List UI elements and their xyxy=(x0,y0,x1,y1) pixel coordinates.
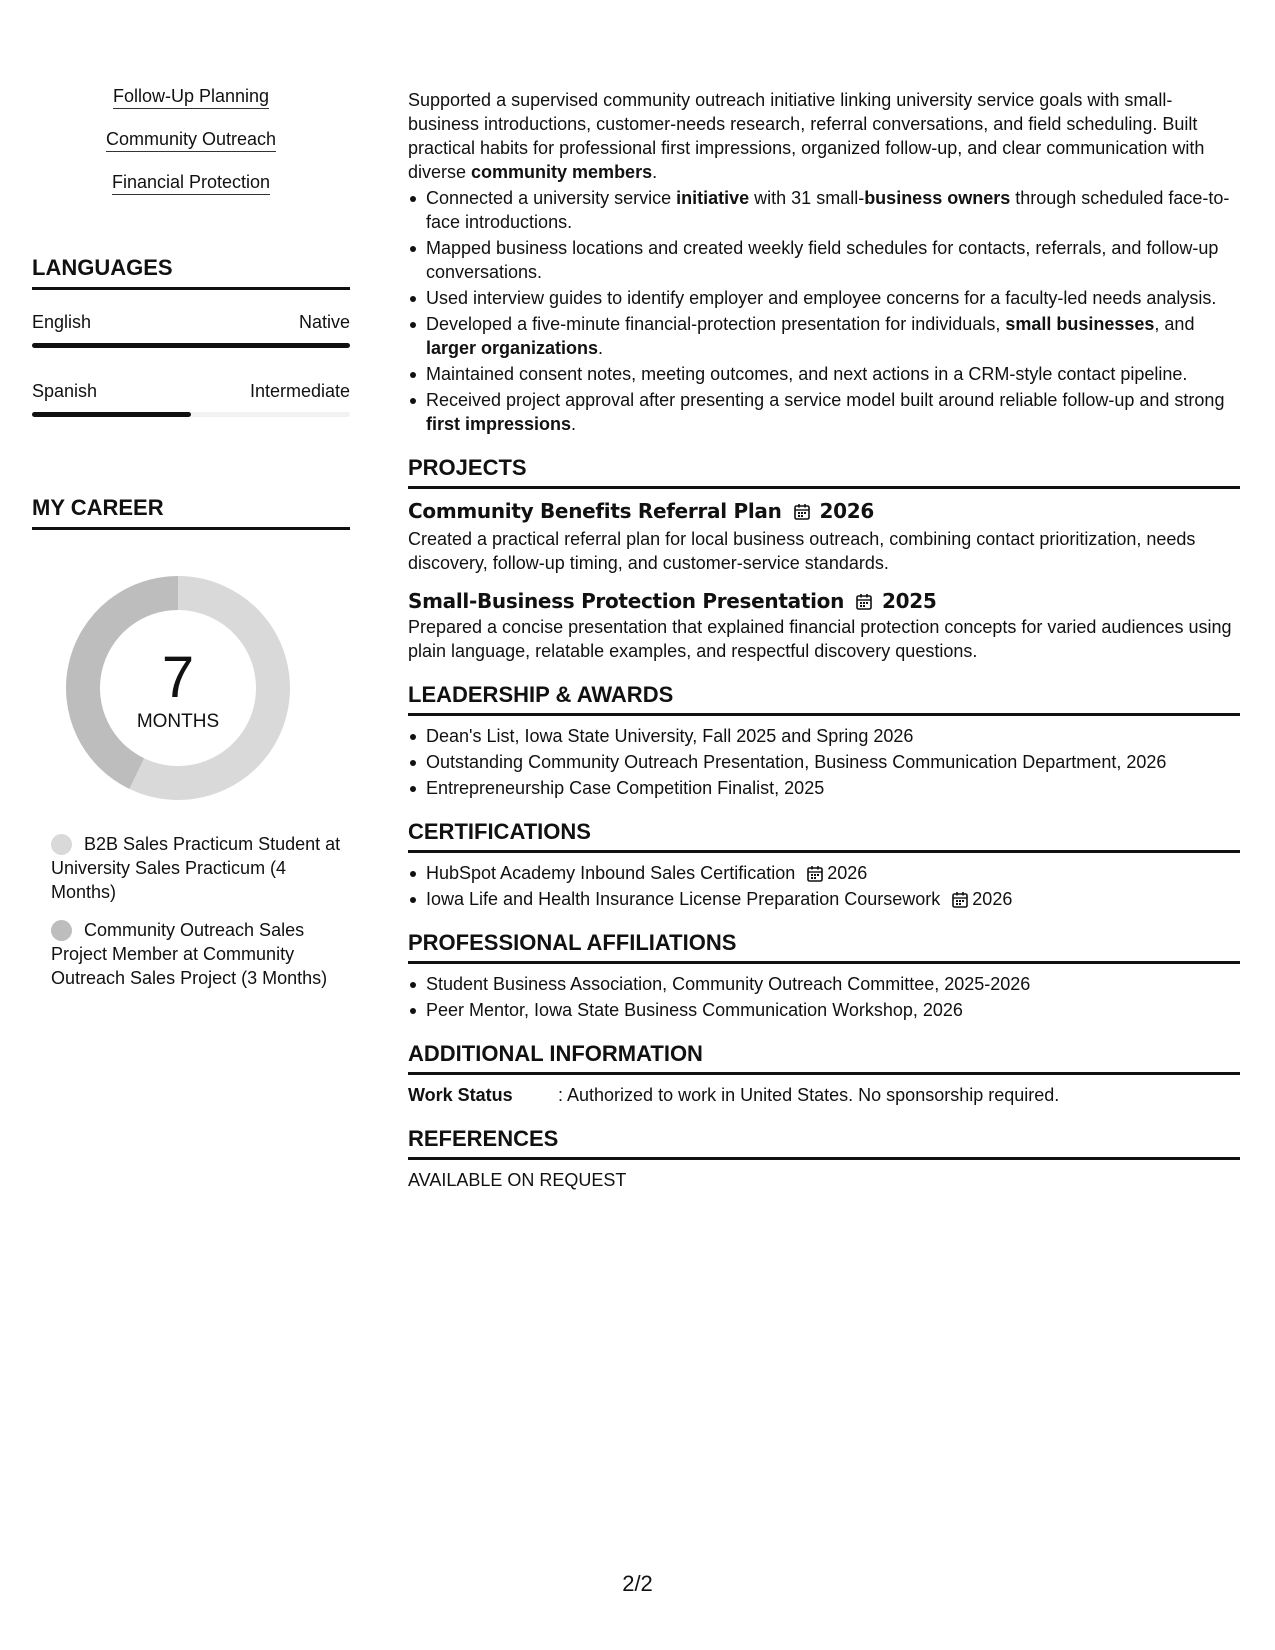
list-item: HubSpot Academy Inbound Sales Certification 2026 xyxy=(408,861,1240,885)
project-title: Community Benefits Referral Plan 2026 xyxy=(408,499,874,523)
career-total: 7 xyxy=(161,645,195,710)
language-row xyxy=(32,310,350,334)
list-item: Mapped business locations and created weekly field schedules for contacts, referrals, and follow-up conversations. xyxy=(408,236,1240,284)
language-level: Intermediate xyxy=(249,381,350,401)
page-number: 2/2 xyxy=(622,1571,653,1596)
work-status xyxy=(408,1083,1240,1107)
projects-heading: PROJECTS xyxy=(408,454,1240,489)
career-heading: MY CAREER xyxy=(32,494,350,530)
leadership-heading: LEADERSHIP & AWARDS xyxy=(408,681,1240,716)
cert-year: 2026 xyxy=(827,863,868,883)
work-status-label: Work Status xyxy=(408,1085,513,1105)
language-level: Native xyxy=(298,312,350,332)
leadership-list xyxy=(408,724,1240,800)
calendar-icon xyxy=(807,865,823,882)
languages-heading: LANGUAGES xyxy=(32,254,350,290)
list-item: Used interview guides to identify employer and employee concerns for a faculty-led needs analysis. xyxy=(408,286,1240,310)
language-bar xyxy=(32,343,350,348)
project-title: Small-Business Protection Presentation 2025 xyxy=(408,589,937,613)
language-bar-fill xyxy=(32,343,350,348)
list-item: Outstanding Community Outreach Presentation, Business Communication Department, 2026 xyxy=(408,750,1240,774)
project-year: 2026 xyxy=(819,499,874,523)
experience-bullets xyxy=(408,186,1240,436)
skill-tag: Financial Protection xyxy=(32,170,350,195)
project-description: Prepared a concise presentation that explained financial protection concepts for varied audiences using plain language, relatable examples, and respectful discovery questions. xyxy=(408,617,1232,661)
skill-tag: Community Outreach xyxy=(32,127,350,152)
language-name: English xyxy=(32,312,92,332)
list-item: Iowa Life and Health Insurance License Preparation Coursework 2026 xyxy=(408,887,1240,911)
calendar-icon xyxy=(794,503,810,520)
career-item: B2B Sales Practicum Student at University Sales Practicum (4 Months) xyxy=(51,834,341,902)
affiliations-list xyxy=(408,972,1240,1022)
main-content xyxy=(408,88,1240,1192)
project-description: Created a practical referral plan for local business outreach, combining contact prioritization, needs discovery, follow-up timing, and customer-service standards. xyxy=(408,529,1196,573)
language-bar xyxy=(32,412,350,417)
references-text: AVAILABLE ON REQUEST xyxy=(408,1170,627,1190)
experience-summary: Supported a supervised community outreach initiative linking university service goals with small-business introductions, customer-needs research, referral conversations, and field scheduling. Built practical habits for professional first impressions, organized follow-up, and clear communication with diverse community members. xyxy=(408,90,1205,182)
calendar-icon xyxy=(856,593,872,610)
list-item: Entrepreneurship Case Competition Finalist, 2025 xyxy=(408,776,1240,800)
list-item: Received project approval after presenting a service model built around reliable follow-up and strong first impressions. xyxy=(408,388,1240,436)
career-item: Community Outreach Sales Project Member at Community Outreach Sales Project (3 Months) xyxy=(51,920,328,988)
references-heading: REFERENCES xyxy=(408,1125,1240,1160)
work-status-value: : Authorized to work in United States. No sponsorship required. xyxy=(558,1085,1060,1105)
cert-year: 2026 xyxy=(972,889,1013,909)
certifications-list xyxy=(408,861,1240,911)
language-name: Spanish xyxy=(32,381,98,401)
list-item: Connected a university service initiative with 31 small-business owners through scheduled face-to-face introductions. xyxy=(408,186,1240,234)
skill-tag: Follow-Up Planning xyxy=(32,84,350,109)
list-item: Peer Mentor, Iowa State Business Communication Workshop, 2026 xyxy=(408,998,1240,1022)
additional-heading: ADDITIONAL INFORMATION xyxy=(408,1040,1240,1075)
list-item: Dean's List, Iowa State University, Fall 2025 and Spring 2026 xyxy=(408,724,1240,748)
affiliations-heading: PROFESSIONAL AFFILIATIONS xyxy=(408,929,1240,964)
calendar-icon xyxy=(952,891,968,908)
list-item: Student Business Association, Community Outreach Committee, 2025-2026 xyxy=(408,972,1240,996)
list-item: Developed a five-minute financial-protection presentation for individuals, small businesses, and larger organizations. xyxy=(408,312,1240,360)
list-item: Maintained consent notes, meeting outcomes, and next actions in a CRM-style contact pipeline. xyxy=(408,362,1240,386)
language-bar-fill xyxy=(32,412,191,417)
project-year: 2025 xyxy=(882,589,937,613)
career-unit: MONTHS xyxy=(136,711,220,732)
certifications-heading: CERTIFICATIONS xyxy=(408,818,1240,853)
language-row xyxy=(32,379,350,403)
